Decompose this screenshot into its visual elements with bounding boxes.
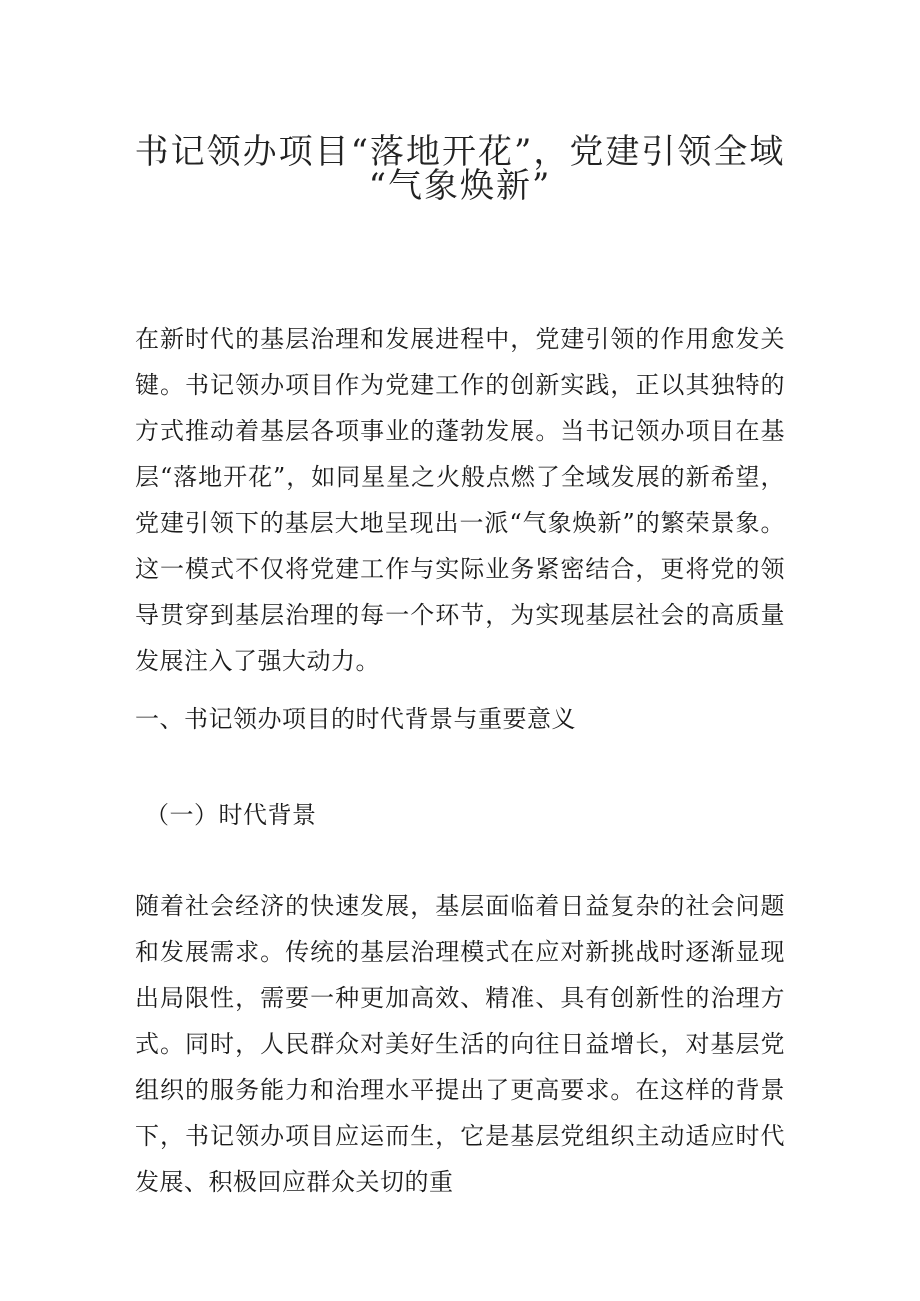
background-paragraph: 随着社会经济的快速发展，基层面临着日益复杂的社会问题和发展需求。传统的基层治理模式在应对新挑战时逐渐显现出局限性，需要一种更加高效、精准、具有创新性的治理方式。同时，人民群众对美好生活的向往日益增长，对基层党组织的服务能力和治理水平提出了更高要求。在这样的背景下，书记领办项目应运而生，它是基层党组织主动适应时代发展、积极回应群众关切的重 bbox=[135, 892, 785, 1196]
subsection-heading-1: （一）时代背景 bbox=[145, 801, 317, 829]
document-title-line-1: 书记领办项目“落地开花”，党建引领全域 bbox=[134, 132, 786, 172]
intro-paragraph: 在新时代的基层治理和发展进程中，党建引领的作用愈发关键。书记领办项目作为党建工作的创新实践，正以其独特的方式推动着基层各项事业的蓬勃发展。当书记领办项目在基层“落地开花”，如同星星之火般点燃了全域发展的新希望，党建引领下的基层大地呈现出一派“气象焕新”的繁荣景象。这一模式不仅将党建工作与实际业务紧密结合，更将党的领导贯穿到基层治理的每一个环节，为实现基层社会的高质量发展注入了强大动力。 bbox=[135, 325, 785, 675]
section-heading-1: 一、书记领办项目的时代背景与重要意义 bbox=[135, 705, 576, 733]
document-title-line-2: “气象焕新” bbox=[368, 166, 552, 206]
